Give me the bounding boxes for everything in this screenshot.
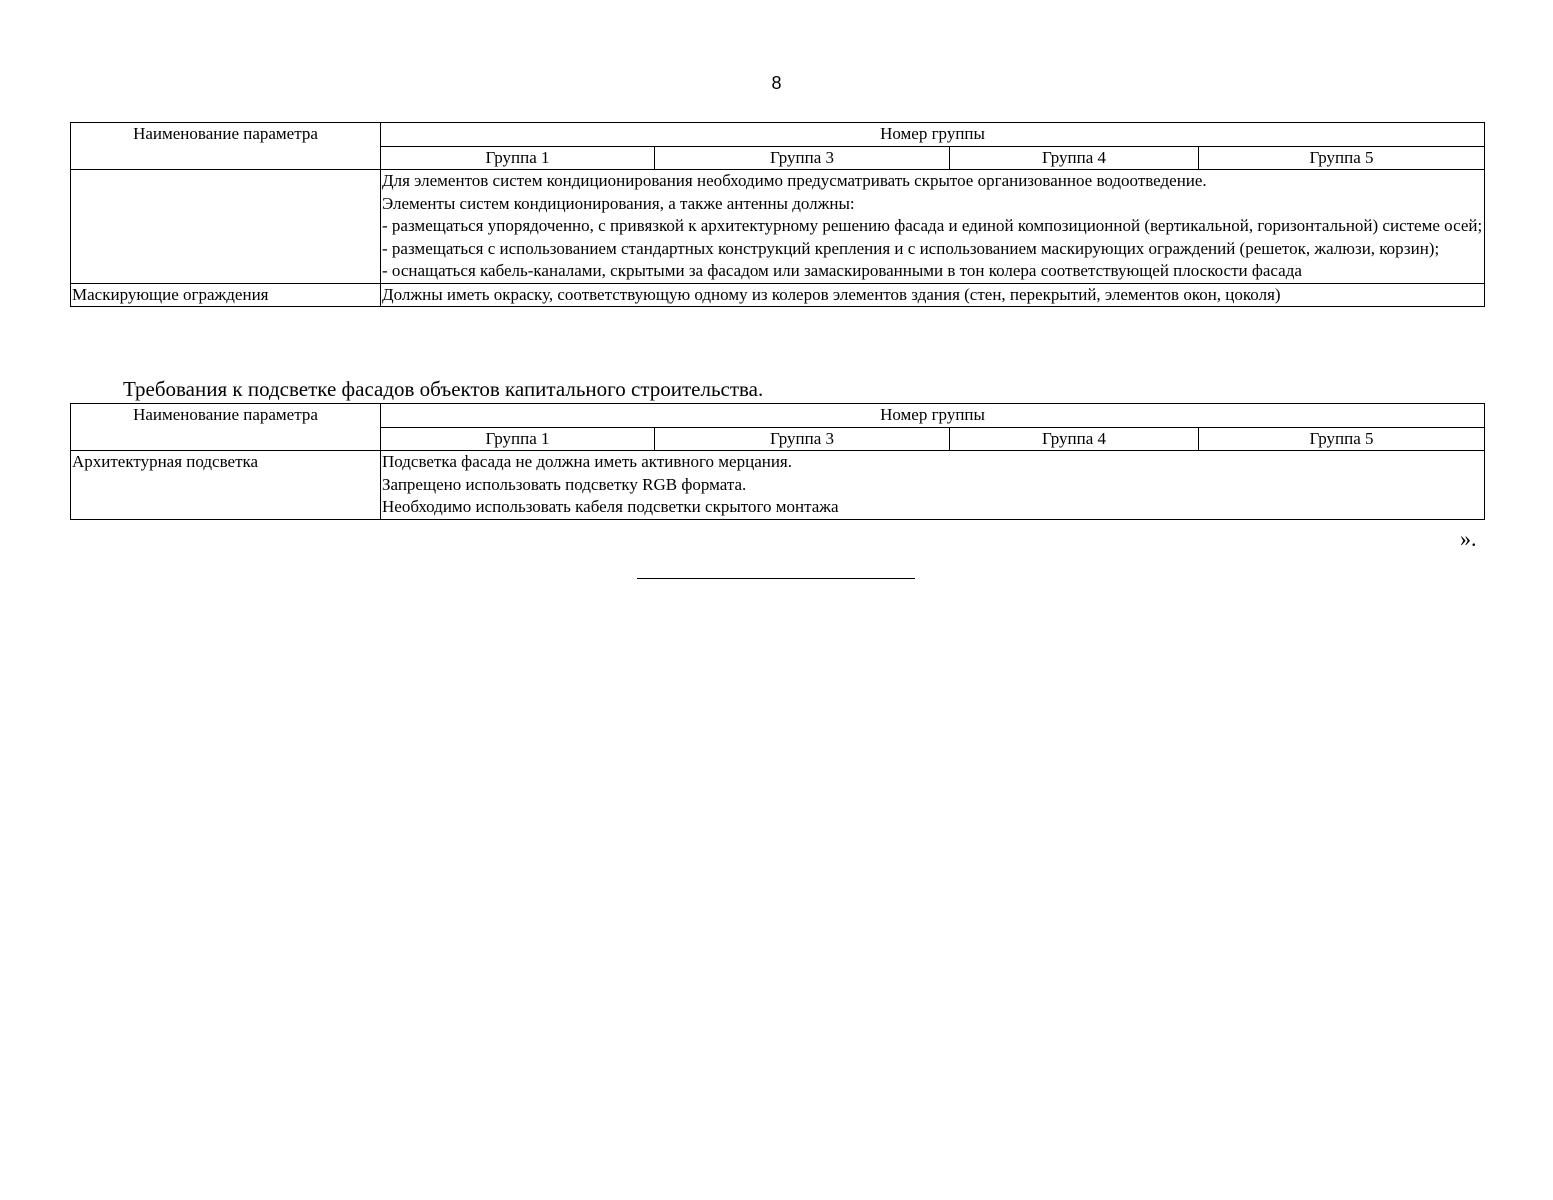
- group-3-header: Группа 3: [655, 427, 950, 451]
- row-requirements: [381, 451, 1485, 520]
- requirement-line: - размещаться с использованием стандартных конструкций крепления и с использованием маскирующих ограждений (решеток, жалюзи, корзин);: [382, 238, 1440, 258]
- page-number: 8: [771, 73, 782, 93]
- requirement-line: Элементы систем кондиционирования, а также антенны должны:: [382, 193, 855, 213]
- row-param-name: [71, 170, 381, 284]
- requirement-line: Подсветка фасада не должна иметь активного мерцания.: [382, 452, 793, 471]
- group-number-header: Номер группы: [381, 123, 1485, 147]
- requirement-line: - размещаться упорядоченно, с привязкой к архитектурному решению фасада и единой композиционной (вертикальной, горизонтальной) системе осей;: [382, 216, 1483, 235]
- group-1-header: Группа 1: [381, 427, 655, 451]
- row-param-name: Архитектурная подсветка: [71, 451, 381, 520]
- table-row: [71, 170, 1485, 284]
- end-of-document-rule: [637, 578, 915, 579]
- param-name-header: Наименование параметра: [71, 404, 381, 451]
- row-requirements: [381, 283, 1485, 307]
- table-header-row: [71, 404, 1485, 428]
- group-3-header: Группа 3: [655, 146, 950, 170]
- facade-lighting-requirements-table: [70, 403, 1485, 520]
- facade-equipment-requirements-table: [70, 122, 1485, 307]
- table-header-row: [71, 123, 1485, 147]
- requirement-line: Запрещено использовать подсветку RGB формата.: [382, 474, 747, 494]
- group-number-header: Номер группы: [381, 404, 1485, 428]
- group-5-header: Группа 5: [1199, 427, 1485, 451]
- group-4-header: Группа 4: [950, 146, 1199, 170]
- requirement-line: - оснащаться кабель-каналами, скрытыми за фасадом или замаскированными в тон колера соответствующей плоскости фасада: [382, 261, 1302, 280]
- row-param-name: Маскирующие ограждения: [71, 283, 381, 307]
- group-1-header: Группа 1: [381, 146, 655, 170]
- requirement-line: Необходимо использовать кабеля подсветки скрытого монтажа: [382, 497, 839, 516]
- requirement-line: Должны иметь окраску, соответствующую одному из колеров элементов здания (стен, перекрытий, элементов окон, цоколя): [382, 284, 1281, 304]
- row-requirements: [381, 170, 1485, 284]
- closing-quote-mark: ».: [1460, 526, 1477, 551]
- group-5-header: Группа 5: [1199, 146, 1485, 170]
- group-4-header: Группа 4: [950, 427, 1199, 451]
- requirement-line: Для элементов систем кондиционирования необходимо предусматривать скрытое организованное водоотведение.: [382, 171, 1207, 190]
- table-row: [71, 451, 1485, 520]
- param-name-header: Наименование параметра: [71, 123, 381, 170]
- section-heading: Требования к подсветке фасадов объектов капитального строительства.: [123, 377, 764, 401]
- table-row: [71, 283, 1485, 307]
